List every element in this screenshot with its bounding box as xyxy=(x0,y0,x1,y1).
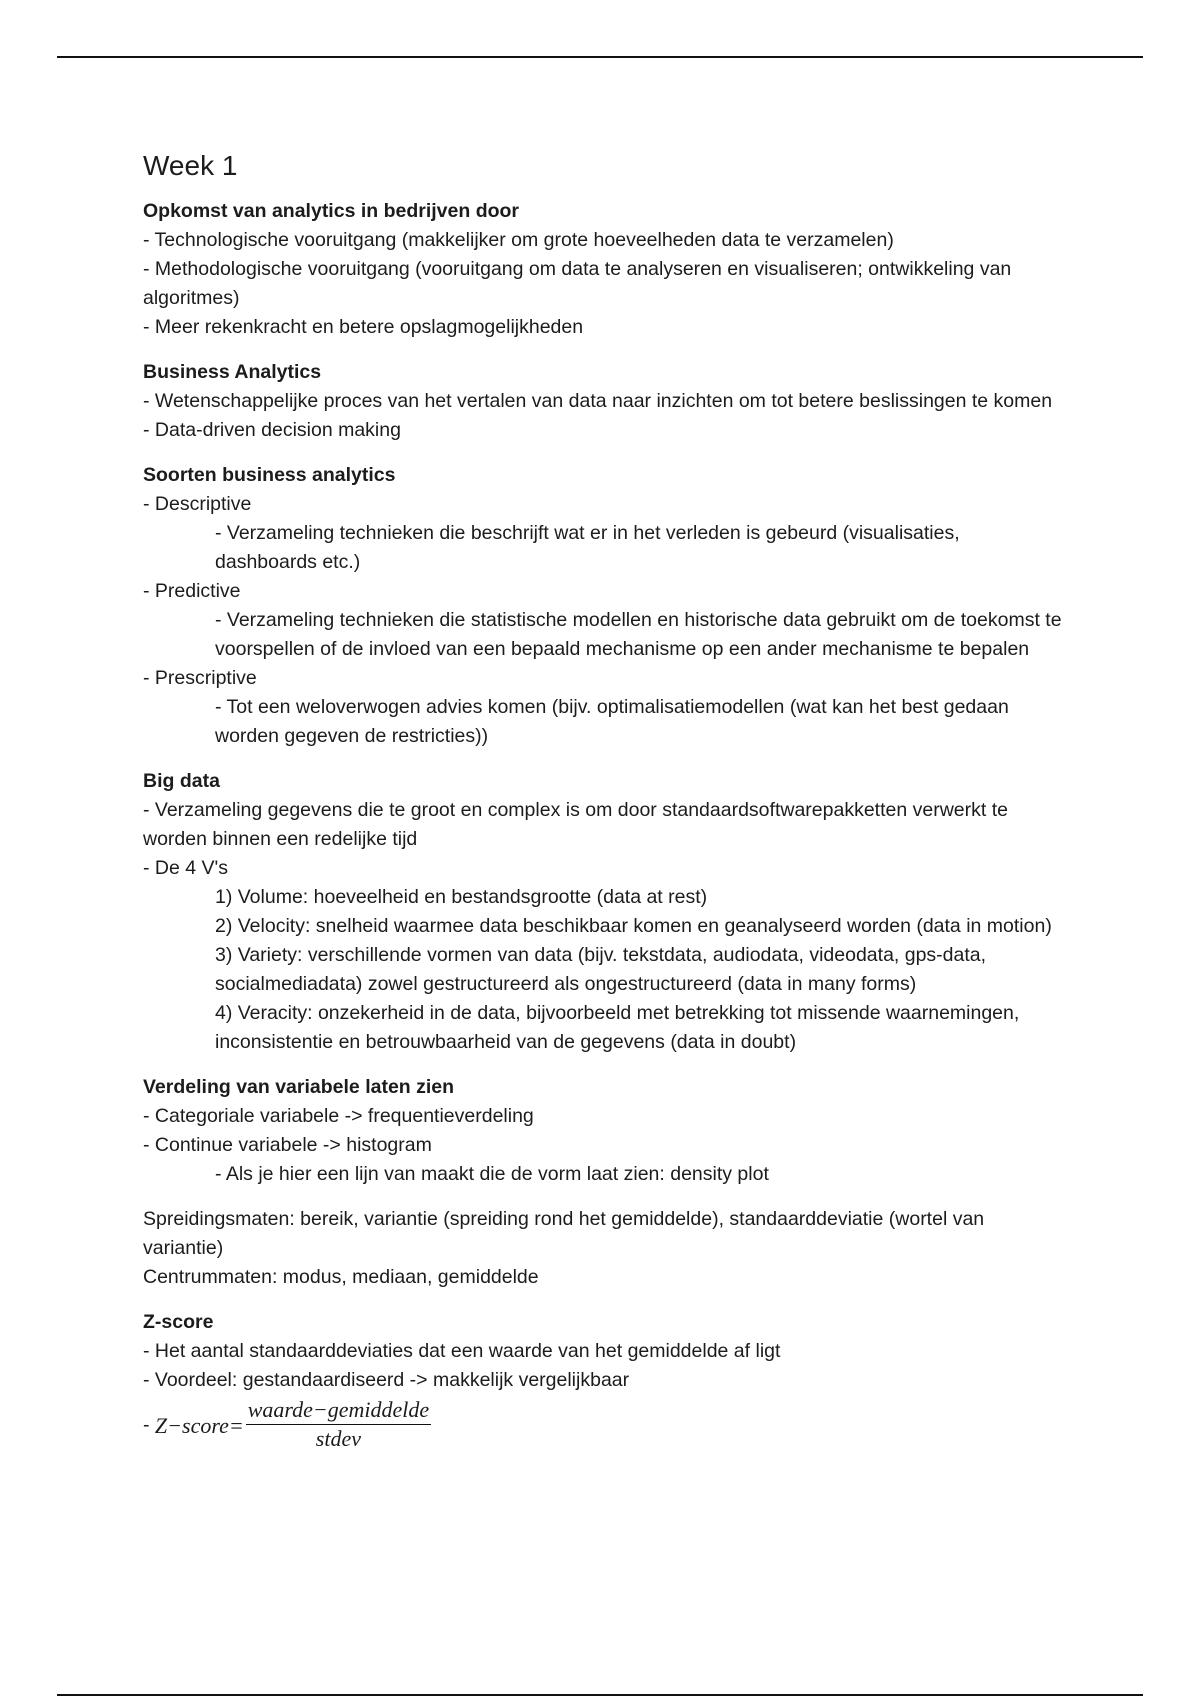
list-item: - Prescriptive xyxy=(143,667,257,689)
zscore-formula xyxy=(143,1397,1063,1453)
section-zscore xyxy=(143,1308,1063,1453)
list-item: - Technologische vooruitgang (makkelijker om grote hoeveelheden data te verzamelen) xyxy=(143,229,894,251)
list-item: - Verzameling gegevens die te groot en complex is om door standaardsoftwarepakketten verwerkt te worden binnen een redelijke tijd xyxy=(143,799,1008,850)
document-body xyxy=(143,140,1063,1469)
sub-list-item: - Tot een weloverwogen advies komen (bijv. optimalisatiemodellen (wat kan het best gedaan worden gegeven de restricties)) xyxy=(215,696,1009,747)
section-heading: Soorten business analytics xyxy=(143,464,396,486)
sub-list-item: 3) Variety: verschillende vormen van data (bijv. tekstdata, audiodata, videodata, gps-data, socialmediadata) zowel gestructureerd als ongestructureerd (data in many forms) xyxy=(215,944,987,995)
section-heading: Business Analytics xyxy=(143,361,322,383)
list-item: - Meer rekenkracht en betere opslagmogelijkheden xyxy=(143,316,584,338)
centrummaten-text: Centrummaten: modus, mediaan, gemiddelde xyxy=(143,1266,539,1288)
section-maten xyxy=(143,1205,1063,1292)
section-soorten xyxy=(143,461,1063,751)
list-item: - Methodologische vooruitgang (vooruitgang om data te analyseren en visualiseren; ontwikkeling van algoritmes) xyxy=(143,258,1012,309)
section-heading: Opkomst van analytics in bedrijven door xyxy=(143,200,520,222)
sub-list-item: - Verzameling technieken die statistische modellen en historische data gebruikt om de toekomst te voorspellen of de invloed van een bepaald mechanisme op een ander mechanisme te bepalen xyxy=(215,609,1062,660)
formula-lhs: Z−score= xyxy=(154,1412,244,1438)
list-item: - Predictive xyxy=(143,580,241,602)
formula-denominator: stdev xyxy=(315,1426,361,1451)
section-verdeling xyxy=(143,1073,1063,1189)
list-item: - Voordeel: gestandaardiseerd -> makkelijk vergelijkbaar xyxy=(143,1369,630,1391)
footer-rule xyxy=(57,1694,1143,1696)
sub-list-item: 1) Volume: hoeveelheid en bestandsgrootte (data at rest) xyxy=(215,886,708,908)
section-big-data xyxy=(143,767,1063,1057)
sub-list-item: 2) Velocity: snelheid waarmee data beschikbaar komen en geanalyseerd worden (data in motion) xyxy=(215,915,1052,937)
list-item: - Data-driven decision making xyxy=(143,419,401,441)
list-item: - Continue variabele -> histogram xyxy=(143,1134,432,1156)
list-item: - Wetenschappelijke proces van het vertalen van data naar inzichten om tot betere beslissingen te komen xyxy=(143,390,1053,412)
section-heading: Big data xyxy=(143,770,220,792)
list-item: - Descriptive xyxy=(143,493,252,515)
sub-list-item: - Verzameling technieken die beschrijft wat er in het verleden is gebeurd (visualisaties, dashboards etc.) xyxy=(215,522,960,573)
sub-list-item: - Als je hier een lijn van maakt die de vorm laat zien: density plot xyxy=(215,1163,769,1185)
list-item: - Het aantal standaarddeviaties dat een waarde van het gemiddelde af ligt xyxy=(143,1340,781,1362)
formula-prefix: - xyxy=(143,1413,155,1436)
formula-fraction xyxy=(246,1397,431,1453)
section-heading: Z-score xyxy=(143,1311,214,1333)
section-business-analytics xyxy=(143,358,1063,445)
list-item: - Categoriale variabele -> frequentieverdeling xyxy=(143,1105,534,1127)
section-heading: Verdeling van variabele laten zien xyxy=(143,1076,455,1098)
sub-list-item: 4) Veracity: onzekerheid in de data, bijvoorbeeld met betrekking tot missende waarnemingen, inconsistentie en betrouwbaarheid van de gegevens (data in doubt) xyxy=(215,1002,1020,1053)
section-opkomst xyxy=(143,197,1063,342)
formula-numerator: waarde−gemiddelde xyxy=(246,1397,431,1425)
header-rule xyxy=(57,56,1143,58)
spreidingsmaten-text: Spreidingsmaten: bereik, variantie (spreiding rond het gemiddelde), standaarddeviatie (wortel van variantie) xyxy=(143,1208,985,1259)
page-title: Week 1 xyxy=(143,150,238,181)
list-item: - De 4 V's xyxy=(143,857,228,879)
